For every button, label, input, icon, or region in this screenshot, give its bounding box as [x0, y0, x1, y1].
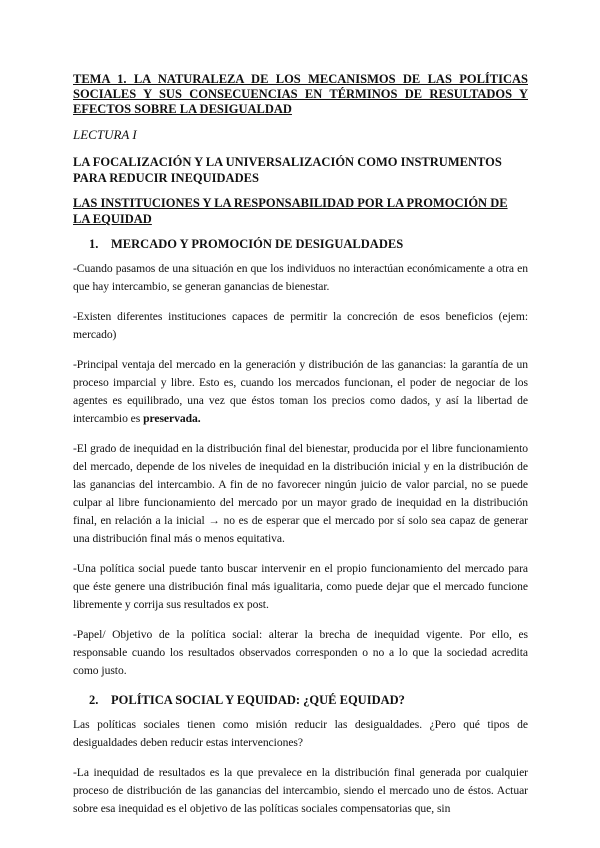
- section-title: MERCADO Y PROMOCIÓN DE DESIGUALDADES: [111, 237, 404, 251]
- lectura-label: LECTURA I: [73, 127, 137, 142]
- paragraph: [73, 356, 528, 428]
- paragraph: -El grado de inequidad en la distribución final del bienestar, producida por el libre funcionamiento del mercado, depende de los niveles de inequidad en la distribución inicial y en la distribución de las ganancias del intercambio. A fin de no favorecer ningún juicio de valor parcial, no se puede culpar al libre funcionamiento del mercado por un mayor grado de inequidad en la distribución final, en relación a la inicial → no es de esperar que el mercado por sí solo sea capaz de generar una distribución final más o menos equitativa.: [73, 442, 528, 545]
- bold-text: preservada.: [143, 412, 201, 425]
- paragraph: -Una política social puede tanto buscar intervenir en el propio funcionamiento del mercado para que éste genere una distribución final más igualitaria, como puede dejar que el mercado funcione libremente y corrija sus resultados ex post.: [73, 562, 528, 611]
- section-title: POLÍTICA SOCIAL Y EQUIDAD: ¿QUÉ EQUIDAD?: [111, 693, 405, 707]
- paragraph-text: -Principal ventaja del mercado en la generación y distribución de las ganancias: la garantía de un proceso imparcial y libre. Esto es, cuando los mercados funcionan, el poder de negociar de los agentes es equilibrado, una vez que éstos toman los precios como dados, y así la libertad de intercambio es: [73, 358, 528, 425]
- paragraph: Las políticas sociales tienen como misión reducir las desigualdades. ¿Pero qué tipos de desigualdades deben reducir estas intervenciones?: [73, 718, 528, 749]
- paragraph: -Existen diferentes instituciones capaces de permitir la concreción de esos beneficios (ejem: mercado): [73, 310, 528, 341]
- subtitle-focalizacion: LA FOCALIZACIÓN Y LA UNIVERSALIZACIÓN COMO INSTRUMENTOS PARA REDUCIR INEQUIDADES: [73, 155, 502, 185]
- document-content: [73, 72, 528, 830]
- section-number: 2.: [89, 693, 99, 707]
- document-title: TEMA 1. LA NATURALEZA DE LOS MECANISMOS DE LAS POLÍTICAS SOCIALES Y SUS CONSECUENCIAS EN TÉRMINOS DE RESULTADOS Y EFECTOS SOBRE LA DESIGUALDAD: [73, 72, 528, 116]
- paragraph: -La inequidad de resultados es la que prevalece en la distribución final generada por cualquier proceso de distribución de las ganancias del intercambio, siendo el mercado uno de éstos. Actuar sobre esa inequidad es el objetivo de las políticas sociales compensatorias que, sin: [73, 766, 528, 815]
- paragraph: -Papel/ Objetivo de la política social: alterar la brecha de inequidad vigente. Por ello, es responsable cuando los resultados observados corresponden o no a lo que la sociedad acredita como justo.: [73, 628, 528, 677]
- section-number: 1.: [89, 237, 99, 251]
- section-heading-1: [89, 236, 528, 252]
- subtitle-instituciones: LAS INSTITUCIONES Y LA RESPONSABILIDAD POR LA PROMOCIÓN DE LA EQUIDAD: [73, 196, 508, 226]
- section-heading-2: [89, 692, 528, 708]
- paragraph: -Cuando pasamos de una situación en que los individuos no interactúan económicamente a otra en que hay intercambio, se generan ganancias de bienestar.: [73, 262, 528, 293]
